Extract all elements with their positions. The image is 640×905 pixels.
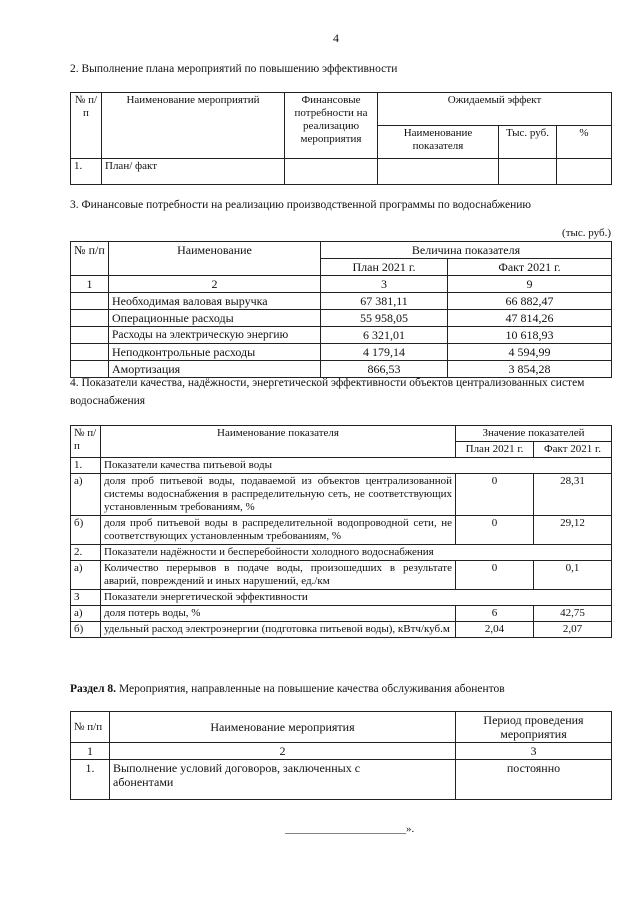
row-plan: 0 xyxy=(456,474,534,516)
row-fact: 10 618,93 xyxy=(448,327,612,344)
row-name: Показатели энергетической эффективности xyxy=(101,590,612,606)
header-period: Период проведения мероприятия xyxy=(456,712,612,743)
row-fact: 3 854,28 xyxy=(448,361,612,378)
col-number: 9 xyxy=(448,276,612,293)
row-num: б) xyxy=(71,622,101,638)
header-num: № п/п xyxy=(71,93,102,159)
row-name: Количество перерывов в подаче воды, произошедших в результате аварий, повреждений и иных нарушений, ед./км xyxy=(101,561,456,590)
row-plan: 866,53 xyxy=(321,361,448,378)
col-number: 1 xyxy=(71,276,109,293)
row-name: План/ факт xyxy=(102,159,285,185)
row-name: Амортизация xyxy=(109,361,321,378)
row-name: доля потерь воды, % xyxy=(101,606,456,622)
col-number: 3 xyxy=(321,276,448,293)
header-effect: Ожидаемый эффект xyxy=(378,93,612,126)
row-num: 2. xyxy=(71,545,101,561)
header-indicator: Наименование показателя xyxy=(378,126,499,159)
section4-heading: 4. Показатели качества, надёжности, энергетической эффективности объектов централизованных систем водоснабжения xyxy=(70,377,585,407)
header-thousand-rub: Тыс. руб. xyxy=(499,126,557,159)
table-row xyxy=(71,760,612,800)
section8-table xyxy=(70,711,612,800)
row-fact: 4 594,99 xyxy=(448,344,612,361)
table-row xyxy=(71,293,612,310)
header-finance: Финансовые потребности на реализацию мероприятия xyxy=(285,93,378,159)
header-num: № п/п xyxy=(71,242,109,276)
col-number: 1 xyxy=(71,743,110,760)
section4-table xyxy=(70,425,612,638)
row-name: доля проб питьевой воды в распределительной водопроводной сети, не соответствующих установленным требованиям, % xyxy=(101,516,456,545)
header-name: Наименование показателя xyxy=(101,426,456,458)
header-value: Величина показателя xyxy=(321,242,612,259)
row-num: 1. xyxy=(71,760,110,800)
row-num: а) xyxy=(71,606,101,622)
table-row xyxy=(71,310,612,327)
table-row xyxy=(71,606,612,622)
section8-heading-bold: Раздел 8. xyxy=(70,683,117,695)
unit-label: (тыс. руб.) xyxy=(562,227,611,239)
row-num: 1. xyxy=(71,159,102,185)
row-num: а) xyxy=(71,474,101,516)
row-name: Показатели качества питьевой воды xyxy=(101,458,612,474)
header-num: № п/п xyxy=(71,426,101,458)
row-num: 1. xyxy=(71,458,101,474)
row-plan: 55 958,05 xyxy=(321,310,448,327)
row-plan: 6 321,01 xyxy=(321,327,448,344)
table-row xyxy=(71,159,612,185)
header-name: Наименование мероприятия xyxy=(110,712,456,743)
row-fact: 47 814,26 xyxy=(448,310,612,327)
header-name: Наименование xyxy=(109,242,321,276)
header-plan: План 2021 г. xyxy=(456,442,534,458)
row-name: Необходимая валовая выручка xyxy=(109,293,321,310)
col-number: 2 xyxy=(109,276,321,293)
row-fact: 0,1 xyxy=(534,561,612,590)
section2-table xyxy=(70,92,612,185)
header-fact: Факт 2021 г. xyxy=(534,442,612,458)
row-plan: 0 xyxy=(456,561,534,590)
section8-heading-text: Мероприятия, направленные на повышение качества обслуживания абонентов xyxy=(118,683,505,695)
row-fact: 2,07 xyxy=(534,622,612,638)
section8-heading xyxy=(70,683,505,695)
row-name: Выполнение условий договоров, заключенных с абонентами xyxy=(110,760,456,800)
row-fact: 42,75 xyxy=(534,606,612,622)
header-fact: Факт 2021 г. xyxy=(448,259,612,276)
row-plan: 0 xyxy=(456,516,534,545)
row-name: Неподконтрольные расходы xyxy=(109,344,321,361)
header-num: № п/п xyxy=(71,712,110,743)
row-name: Показатели надёжности и бесперебойности холодного водоснабжения xyxy=(101,545,612,561)
row-plan: 2,04 xyxy=(456,622,534,638)
row-num: а) xyxy=(71,561,101,590)
section3-table xyxy=(70,241,612,378)
row-num: б) xyxy=(71,516,101,545)
col-number: 3 xyxy=(456,743,612,760)
row-fact: 66 882,47 xyxy=(448,293,612,310)
group-row xyxy=(71,458,612,474)
row-name: Расходы на электрическую энергию xyxy=(109,327,321,344)
section2-heading: 2. Выполнение плана мероприятий по повышению эффективности xyxy=(70,63,398,75)
header-plan: План 2021 г. xyxy=(321,259,448,276)
table-row xyxy=(71,474,612,516)
table-row xyxy=(71,561,612,590)
row-num: 3 xyxy=(71,590,101,606)
row-plan: 4 179,14 xyxy=(321,344,448,361)
page-number: 4 xyxy=(333,31,339,45)
header-percent: % xyxy=(557,126,612,159)
row-name: Операционные расходы xyxy=(109,310,321,327)
row-name: доля проб питьевой воды, подаваемой из объектов централизованной системы водоснабжения в распределительную сеть, не соответствующих установленным требованиям, % xyxy=(101,474,456,516)
row-name: удельный расход электроэнергии (подготовка питьевой воды), кВтч/куб.м xyxy=(101,622,456,638)
section3-heading: 3. Финансовые потребности на реализацию производственной программы по водоснабжению xyxy=(70,199,531,211)
row-period: постоянно xyxy=(456,760,612,800)
header-value: Значение показателей xyxy=(456,426,612,442)
col-number: 2 xyxy=(110,743,456,760)
row-plan: 6 xyxy=(456,606,534,622)
group-row xyxy=(71,545,612,561)
table-row xyxy=(71,516,612,545)
header-name: Наименование мероприятий xyxy=(102,93,285,159)
row-plan: 67 381,11 xyxy=(321,293,448,310)
closing-line: ______________________». xyxy=(285,823,415,835)
row-fact: 28,31 xyxy=(534,474,612,516)
group-row xyxy=(71,590,612,606)
table-row xyxy=(71,327,612,344)
row-fact: 29,12 xyxy=(534,516,612,545)
table-row xyxy=(71,622,612,638)
table-row xyxy=(71,344,612,361)
